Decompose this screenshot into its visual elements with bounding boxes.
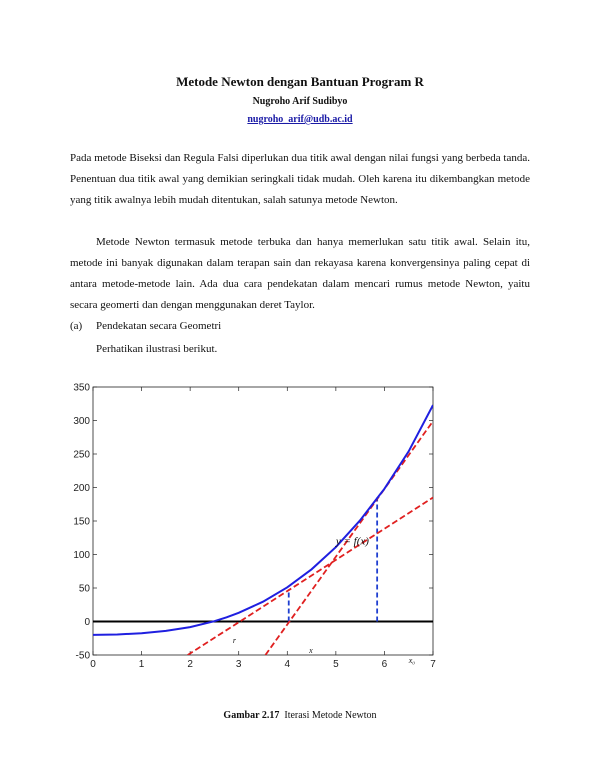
figure-caption-text: Iterasi Metode Newton xyxy=(284,710,377,721)
y-tick-label: 350 xyxy=(73,382,90,394)
y-tick-label: 200 xyxy=(73,483,90,494)
x-tick-label: 1 xyxy=(138,659,145,670)
figure-caption-label: Gambar 2.17 xyxy=(223,710,280,721)
annotation-3: x xyxy=(309,645,313,655)
x-tick-label: 2 xyxy=(187,659,193,670)
author-name: Nugroho Arif Sudibyo xyxy=(252,96,348,107)
section-label: (a) xyxy=(70,320,83,332)
x-tick-label: 0 xyxy=(90,659,96,670)
y-tick-label: 250 xyxy=(73,449,90,461)
x-tick-label: 4 xyxy=(284,659,291,670)
annotation-2: r xyxy=(232,635,237,645)
annotation-1: y = f(x) xyxy=(335,535,369,548)
paper-title: Metode Newton dengan Bantuan Program R xyxy=(176,74,424,89)
newton-iteration-chart xyxy=(55,380,445,680)
x-tick-label: 5 xyxy=(333,659,339,670)
x-tick-label: 3 xyxy=(235,659,242,670)
section-subtext: Perhatikan ilustrasi berikut. xyxy=(96,343,218,355)
x-tick-label: 7 xyxy=(430,659,436,670)
y-tick-label: -50 xyxy=(75,650,90,662)
plot-frame xyxy=(93,387,433,655)
figure-caption xyxy=(0,710,600,721)
author-email-link[interactable]: nugroho_arif@udb.ac.id xyxy=(247,114,353,125)
section-heading xyxy=(70,320,221,332)
x-tick-label: 6 xyxy=(381,659,388,670)
y-tick-label: 0 xyxy=(84,617,90,628)
y-tick-label: 50 xyxy=(78,583,90,595)
y-tick-label: 100 xyxy=(73,550,90,561)
section-title: Pendekatan secara Geometri xyxy=(96,320,222,332)
paragraph-intro: Pada metode Biseksi dan Regula Falsi diperlukan dua titik awal dengan nilai fungsi yang berbeda tanda. Penentuan dua titik awal yang demikian seringkali tidak mudah. Oleh karena itu dikembangkan metode yang titik awalnya lebih mudah ditentukan, salah satunya metode Newton. xyxy=(70,152,530,206)
paragraph-newton: Metode Newton termasuk metode terbuka dan hanya memerlukan satu titik awal. Selain itu, metode ini banyak digunakan dalam terapan sain dan rekayasa karena konvergensinya paling cepat di antara metode-metode lain. Ada dua cara pendekatan dalam mencari rumus metode Newton, yaitu secara geomerti dan dengan menggunakan deret Taylor. xyxy=(70,236,530,311)
annotation-4: x₀ xyxy=(408,656,416,666)
y-tick-label: 150 xyxy=(73,516,90,528)
y-tick-label: 300 xyxy=(73,416,90,427)
